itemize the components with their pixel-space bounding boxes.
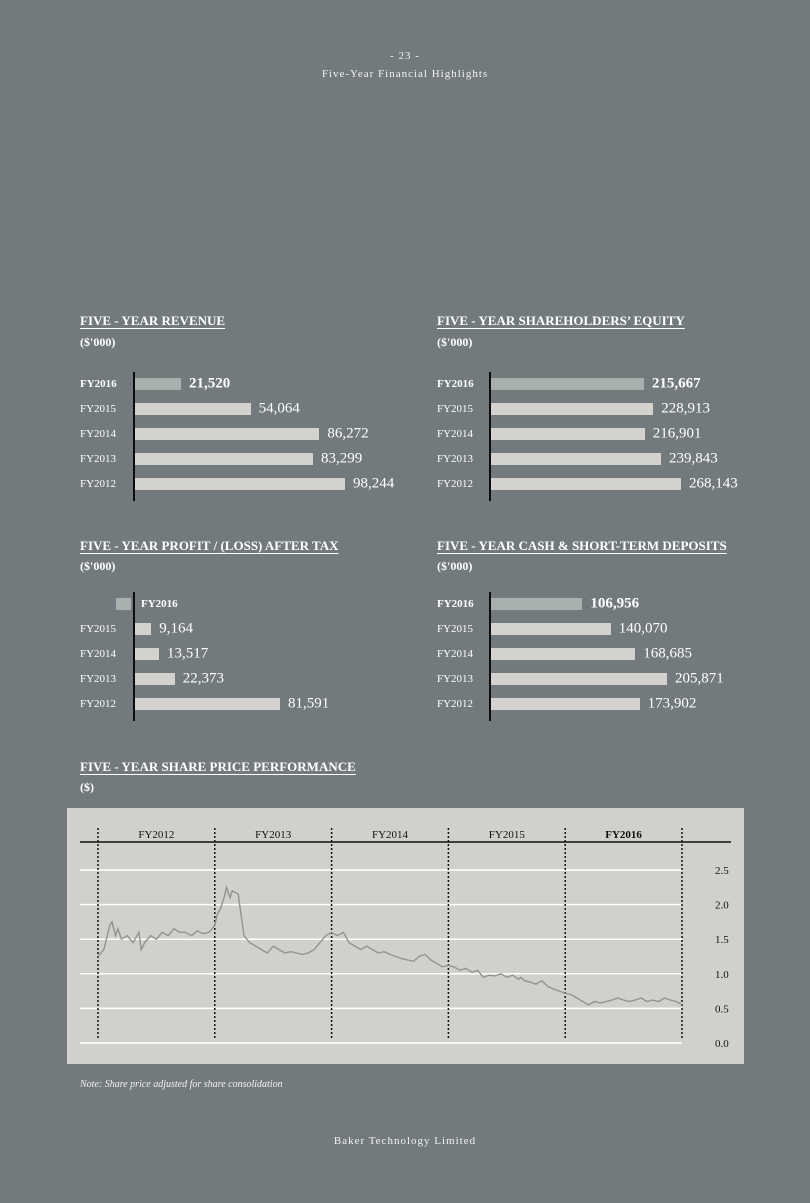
- bar-fy2013: [135, 673, 175, 685]
- category-label: FY2015: [80, 403, 117, 415]
- bar-fy2016: [116, 598, 131, 610]
- y-tick-label: 2.5: [715, 865, 729, 877]
- share-price-plot: [67, 808, 744, 1064]
- bar-fy2014: [491, 648, 635, 660]
- bar-fy2016: [491, 598, 582, 610]
- bar-fy2015: [135, 403, 251, 415]
- share-price-chart-unit: ($): [80, 780, 94, 794]
- category-label: FY2015: [80, 623, 117, 635]
- bar-fy2013: [135, 453, 313, 465]
- category-label: FY2013: [437, 673, 474, 685]
- footnote: Note: Share price adjusted for share consolidation: [80, 1079, 283, 1090]
- category-label: FY2012: [437, 698, 474, 710]
- bar-fy2015: [491, 403, 653, 415]
- equity-chart-unit: ($'000): [437, 335, 473, 349]
- bar-fy2014: [135, 428, 319, 440]
- page-number: - 23 -: [390, 50, 420, 62]
- category-label: FY2016: [80, 378, 117, 390]
- value-label: 9,164: [159, 620, 194, 637]
- category-label: FY2015: [437, 623, 474, 635]
- value-label: 13,517: [167, 645, 209, 662]
- cash-chart-title: FIVE - YEAR CASH & SHORT-TERM DEPOSITS: [437, 538, 727, 553]
- bar-fy2014: [491, 428, 645, 440]
- cash-chart-unit: ($'000): [437, 559, 473, 573]
- bar-fy2013: [491, 673, 667, 685]
- value-label: 216,901: [652, 425, 702, 442]
- category-label: FY2014: [437, 428, 474, 440]
- revenue-chart-title: FIVE - YEAR REVENUE: [80, 313, 226, 328]
- bar-fy2012: [135, 478, 345, 490]
- value-label: 54,064: [258, 400, 300, 417]
- period-label: FY2016: [605, 829, 642, 841]
- profit-chart-title: FIVE - YEAR PROFIT / (LOSS) AFTER TAX: [80, 538, 339, 553]
- category-label: FY2016: [437, 378, 474, 390]
- category-label: FY2014: [80, 428, 117, 440]
- value-label: 83,299: [321, 450, 363, 467]
- period-label: FY2015: [488, 829, 525, 841]
- bar-fy2015: [135, 623, 151, 635]
- value-label: 106,956: [590, 595, 640, 612]
- bar-fy2012: [491, 478, 681, 490]
- category-label: FY2012: [437, 478, 474, 490]
- category-label: FY2016: [437, 598, 474, 610]
- category-label: FY2014: [80, 648, 117, 660]
- bar-fy2012: [135, 698, 280, 710]
- value-label: 86,272: [327, 425, 369, 442]
- footer-company-name: Baker Technology Limited: [333, 1135, 477, 1147]
- bar-fy2015: [491, 623, 611, 635]
- period-label: FY2013: [255, 829, 292, 841]
- profit-chart-unit: ($'000): [80, 559, 116, 573]
- value-label: 215,667: [651, 375, 701, 392]
- category-label: FY2012: [80, 478, 117, 490]
- bar-fy2013: [491, 453, 661, 465]
- y-tick-label: 2.0: [715, 899, 729, 912]
- share-price-chart: [67, 808, 744, 1064]
- equity-chart-title: FIVE - YEAR SHAREHOLDERS’ EQUITY: [437, 313, 685, 328]
- value-label: 81,591: [288, 695, 330, 712]
- bar-fy2016: [135, 378, 181, 390]
- category-label: FY2013: [437, 453, 474, 465]
- category-label: FY2013: [80, 453, 117, 465]
- value-label: 239,843: [668, 450, 718, 467]
- share-price-chart-title: FIVE - YEAR SHARE PRICE PERFORMANCE: [80, 759, 356, 774]
- y-tick-label: 1.0: [715, 968, 729, 981]
- y-tick-label: 1.5: [715, 934, 729, 947]
- value-label: 228,913: [661, 400, 710, 417]
- y-tick-label: 0.5: [715, 1003, 729, 1016]
- category-label: FY2012: [80, 698, 117, 710]
- page-title: Five-Year Financial Highlights: [321, 68, 489, 80]
- value-label: 98,244: [353, 475, 395, 492]
- value-label: 21,520: [188, 375, 231, 392]
- category-label: FY2015: [437, 403, 474, 415]
- value-label: 140,070: [618, 620, 668, 637]
- bar-fy2012: [491, 698, 640, 710]
- y-tick-label: 0.0: [715, 1038, 729, 1050]
- revenue-chart-unit: ($'000): [80, 335, 116, 349]
- value-label: 268,143: [689, 475, 738, 492]
- value-label: 22,373: [182, 670, 224, 687]
- bar-fy2014: [135, 648, 159, 660]
- category-label: FY2013: [80, 673, 117, 685]
- category-label: FY2014: [437, 648, 474, 660]
- value-label: 205,871: [675, 670, 724, 687]
- value-label: 173,902: [647, 695, 697, 712]
- period-label: FY2014: [371, 829, 409, 841]
- period-label: FY2012: [138, 829, 175, 841]
- bar-fy2016: [491, 378, 644, 390]
- value-label: 168,685: [643, 645, 692, 662]
- category-label: FY2016: [141, 598, 178, 610]
